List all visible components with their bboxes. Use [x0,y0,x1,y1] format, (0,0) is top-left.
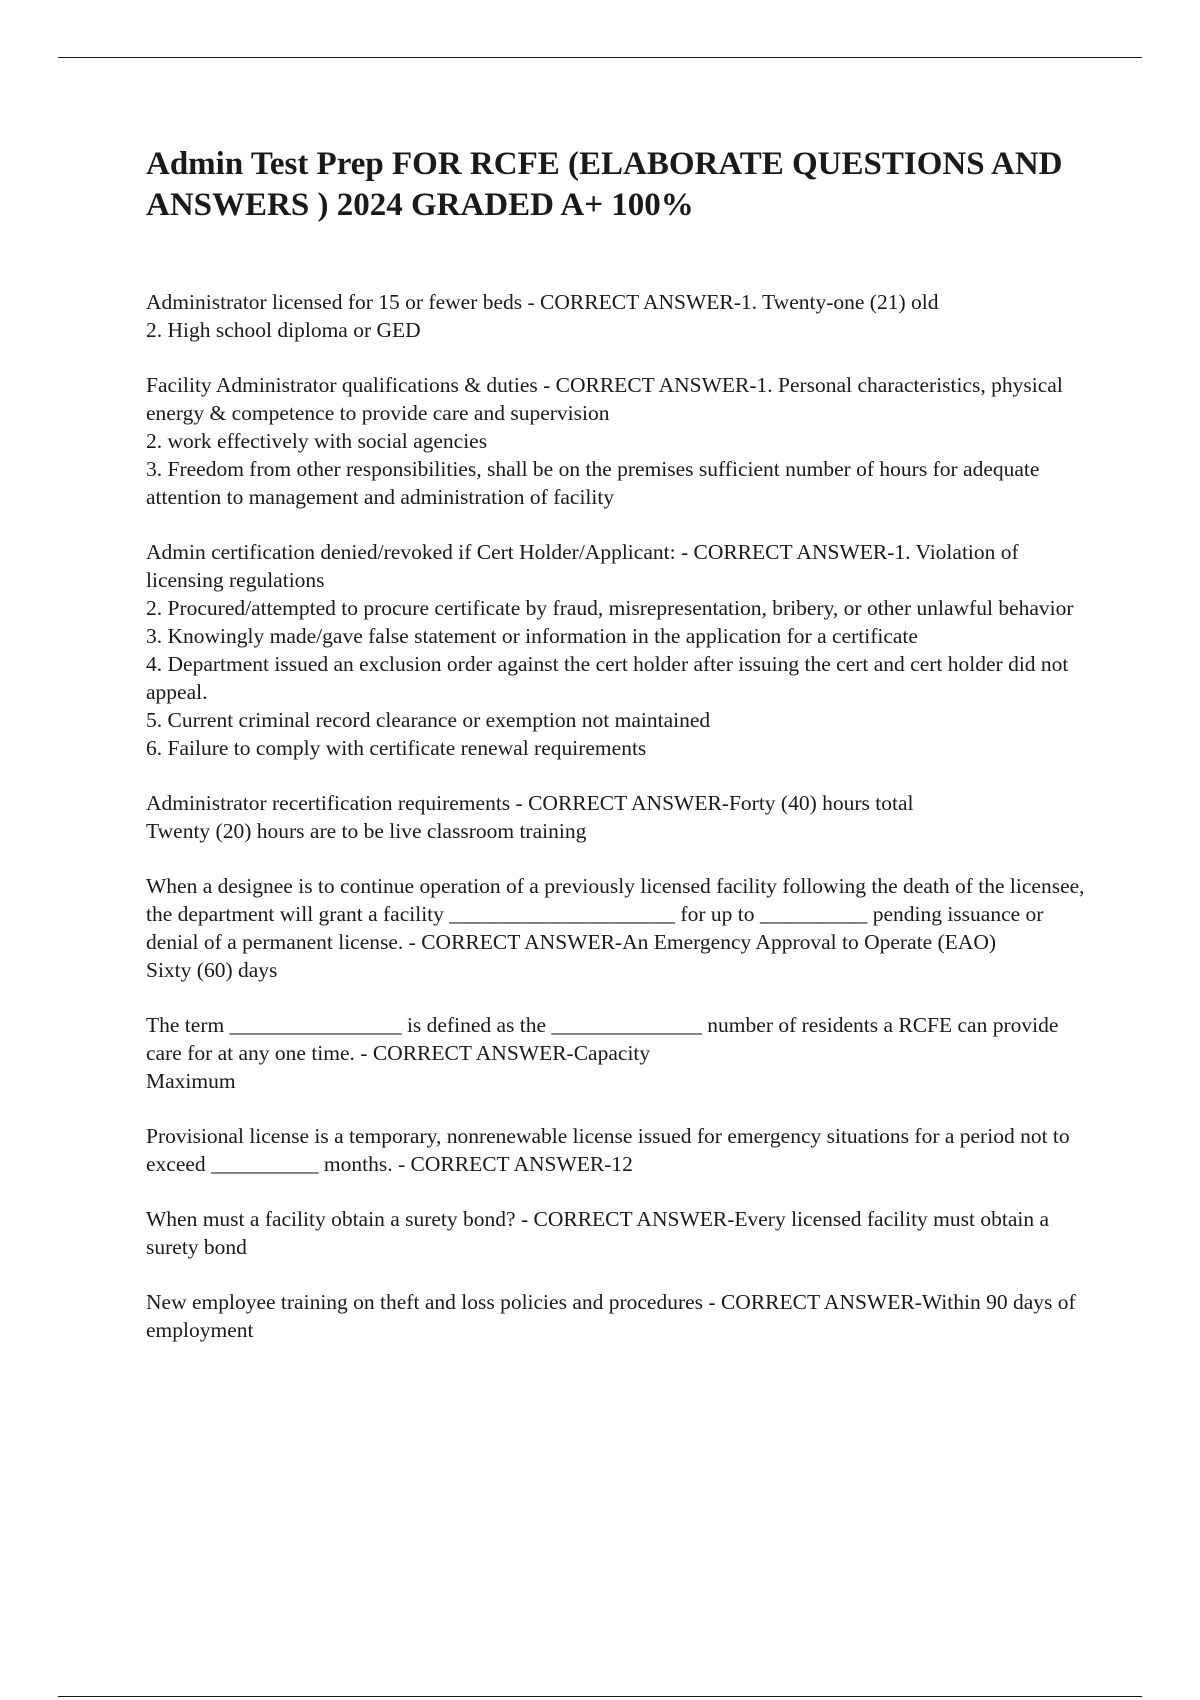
qa-item: Provisional license is a temporary, nonrenewable license issued for emergency situations for a period not to exceed __________ months. - CORRECT ANSWER-12 [146,1124,1070,1176]
qa-item: When must a facility obtain a surety bond? - CORRECT ANSWER-Every licensed facility must obtain a surety bond [146,1207,1050,1259]
qa-item: When a designee is to continue operation of a previously licensed facility following the death of the licensee, the department will grant a facility _____________________ for up to __________ pending issuance or denial of a permanent license. - CORRECT ANSWER-An Emergency Approval to Operate (EAO) Sixty (60) days [146,874,1085,982]
qa-item: Administrator recertification requirements - CORRECT ANSWER-Forty (40) hours total Twenty (20) hours are to be live classroom training [146,791,914,843]
qa-list [146,288,1096,1344]
top-divider [58,57,1142,58]
qa-item: The term ________________ is defined as the ______________ number of residents a RCFE can provide care for at any one time. - CORRECT ANSWER-Capacity Maximum [146,1013,1059,1093]
qa-item: Facility Administrator qualifications & duties - CORRECT ANSWER-1. Personal characteristics, physical energy & competence to provide care and supervision 2. work effectively with social agencies 3. Freedom from other responsibilities, shall be on the premises sufficient number of hours for adequate attention to management and administration of facility [146,373,1063,509]
qa-item: Admin certification denied/revoked if Cert Holder/Applicant: - CORRECT ANSWER-1. Violation of licensing regulations 2. Procured/attempted to procure certificate by fraud, misrepresentation, bribery, or other unlawful behavior 3. Knowingly made/gave false statement or information in the application for a certificate 4. Department issued an exclusion order against the cert holder after issuing the cert and cert holder did not appeal. 5. Current criminal record clearance or exemption not maintained 6. Failure to comply with certificate renewal requirements [146,540,1074,760]
document-body [146,144,1096,1371]
qa-item: Administrator licensed for 15 or fewer beds - CORRECT ANSWER-1. Twenty-one (21) old 2. High school diploma or GED [146,290,939,342]
bottom-divider [58,1696,1142,1697]
qa-item: New employee training on theft and loss policies and procedures - CORRECT ANSWER-Within 90 days of employment [146,1290,1076,1342]
document-title: Admin Test Prep FOR RCFE (ELABORATE QUESTIONS AND ANSWERS ) 2024 GRADED A+ 100% [146,146,1063,223]
